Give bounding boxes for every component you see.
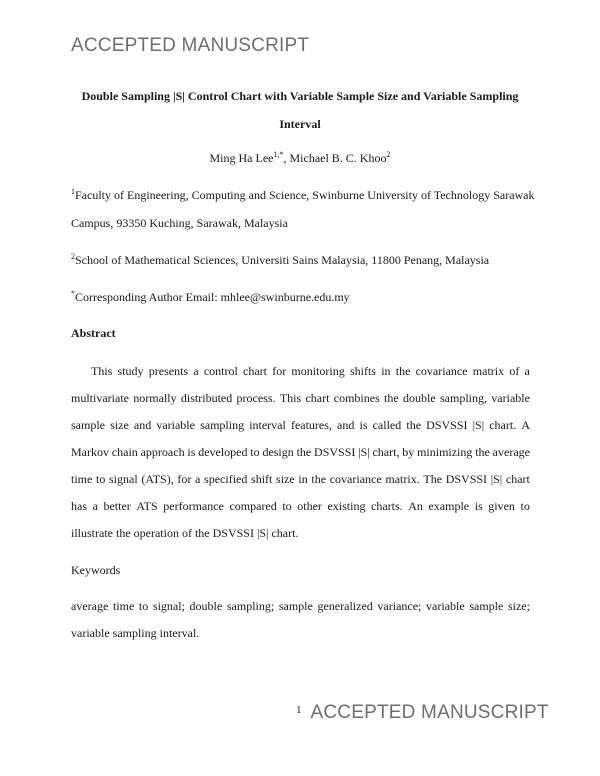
keywords-line-last: variable sampling interval. (71, 626, 200, 640)
affiliation-1-sup: 1 (71, 187, 75, 196)
keywords-line: average time to signal; double sampling; sample generalized variance; variable sample size; (71, 599, 530, 613)
corresponding-author (71, 290, 350, 305)
page-footer (296, 702, 549, 724)
watermark-bottom: ACCEPTED MANUSCRIPT (310, 702, 549, 723)
affiliation-2 (71, 253, 489, 268)
abstract-line: This study presents a control chart for monitoring shifts in the covariance matrix of a (91, 364, 530, 378)
keywords-heading: Keywords (71, 563, 121, 577)
watermark-top: ACCEPTED MANUSCRIPT (71, 35, 310, 56)
affiliation-2-sup: 2 (71, 252, 75, 261)
abstract-heading: Abstract (71, 326, 116, 340)
page-number: 1 (296, 704, 302, 716)
corresponding-email: Corresponding Author Email: mhlee@swinburne.edu.my (75, 290, 350, 304)
author-line (60, 151, 540, 166)
abstract-line-last: illustrate the operation of the DSVSSI |S| chart. (71, 526, 299, 540)
abstract-line: time to signal (ATS), for a specified shift size in the covariance matrix. The DSVSSI |S| chart (71, 472, 530, 486)
paper-title-line2: Interval (279, 117, 321, 131)
abstract-line: sample size and variable sampling interval features, and is called the DSVSSI |S| chart. A (71, 418, 530, 432)
affiliation-1-line2: Campus, 93350 Kuching, Sarawak, Malaysia (71, 216, 288, 230)
affiliation-1-text: Faculty of Engineering, Computing and Science, Swinburne University of Technology Sarawak (75, 188, 535, 202)
abstract-line: multivariate normally distributed process. This chart combines the double sampling, variable (71, 391, 530, 405)
author-separator: , (283, 151, 290, 165)
author-2: Michael B. C. Khoo (289, 151, 387, 165)
affiliation-2-text: School of Mathematical Sciences, Universiti Sains Malaysia, 11800 Penang, Malaysia (75, 253, 490, 267)
author-2-sup: 2 (386, 150, 391, 159)
affiliation-1-line1 (71, 188, 535, 203)
abstract-line: Markov chain approach is developed to design the DSVSSI |S| chart, by minimizing the average (71, 445, 530, 459)
corresponding-sup: * (71, 289, 75, 298)
author-1-sup: 1,* (273, 150, 284, 159)
paper-title-line1: Double Sampling |S| Control Chart with Variable Sample Size and Variable Sampling (81, 89, 519, 103)
abstract-line: has a better ATS performance compared to other existing charts. An example is given to (71, 499, 530, 513)
author-1: Ming Ha Lee (209, 151, 274, 165)
